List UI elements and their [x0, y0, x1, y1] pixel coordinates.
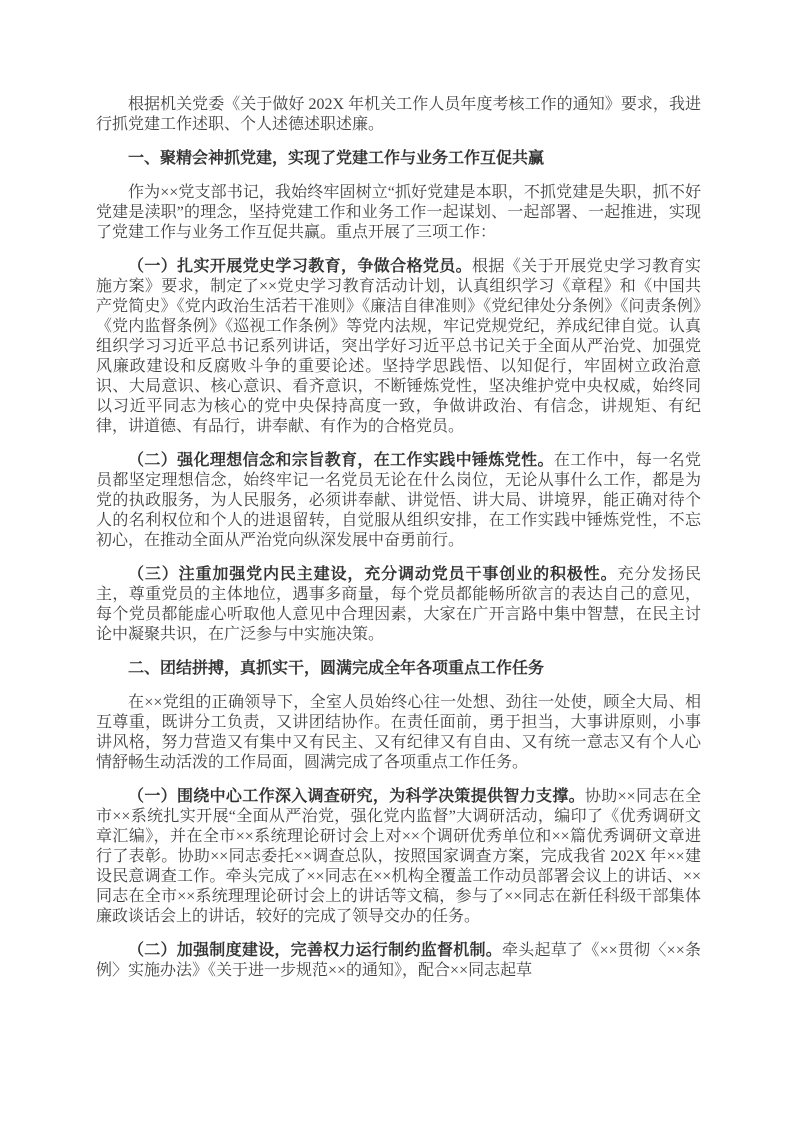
- section-2-paragraph-1: 在××党组的正确领导下，全室人员始终心往一处想、劲往一处使，顾全大局、相互尊重，既讲分工负责，又讲团结协作。在责任面前，勇于担当，大事讲原则，小事讲风格，努力营造又有集中又有民主、又有纪律又有自由、又有统一意志又有个人心情舒畅生动活泼的工作局面，圆满完成了各项重点工作任务。: [96, 694, 701, 771]
- section-2-paragraph-3-text: 牵头起草了《××贯彻〈××条例〉实施办法》《关于进一步规范××的通知》，配合××同志起草: [96, 942, 701, 979]
- section-1-paragraph-2: [96, 257, 701, 437]
- section-2-paragraph-2: [96, 787, 701, 927]
- section-1-paragraph-4-text: 充分发扬民主，尊重党员的主体地位，遇事多商量，每个党员都能畅所欲言的表达自己的意见，每个党员都能虚心听取他人意见中合理因素，大家在广开言路中集中智慧，在民主讨论中凝聚共识，在广泛参与中实施决策。: [96, 566, 701, 643]
- section-2-heading: 二、团结拼搏，真抓实干，圆满完成全年各项重点工作任务: [128, 660, 545, 677]
- section-2-paragraph-3: [96, 941, 701, 981]
- section-1-paragraph-3-lead: （二）强化理想信念和宗旨教育，在工作实践中锤炼党性。: [128, 452, 554, 469]
- section-1-paragraph-2-text: 根据《关于开展党史学习教育实施方案》要求，制定了××党史学习教育活动计划，认真组织学习《章程》和《中国共产党简史》《党内政治生活若干准则》《廉洁自律准则》《党纪律处分条例》《问责条例》《党内监督条例》《巡视工作条例》等党内法规，牢记党规党纪，养成纪律自觉。认真组织学习习近平总书记系列讲话，突出学好习近平总书记关于全面从严治党、加强党风廉政建设和反腐败斗争的重要论述。坚持学思践悟、以知促行，牢固树立政治意识、大局意识、核心意识、看齐意识，不断锤炼党性，坚决维护党中央权威，始终同以习近平同志为核心的党中央保持高度一致，争做讲政治、有信念，讲规矩、有纪律，讲道德、有品行，讲奉献、有作为的合格党员。: [96, 258, 701, 435]
- section-2-paragraph-3-lead: （二）加强制度建设，完善权力运行制约监督机制。: [128, 942, 503, 959]
- section-1-paragraph-4-lead: （三）注重加强党内民主建设，充分调动党员干事创业的积极性。: [128, 566, 618, 583]
- section-2-paragraph-2-text: 协助××同志在全市××系统扎实开展“全面从严治党，强化党内监督”大调研活动，编印了《优秀调研文章汇编》，并在全市××系统理论研讨会上对××个调研优秀单位和××篇优秀调研文章进行了表彰。协助××同志委托××调查总队，按照国家调查方案，完成我省 202X 年××建设民意调查工作。牵头完成了××同志在××机构全覆盖工作动员部署会议上的讲话、××同志在全市××系统理理论研讨会上的讲话等文稿，参与了××同志在新任科级干部集体廉政谈话会上的讲话，较好的完成了领导交办的任务。: [96, 788, 701, 925]
- section-1-paragraph-3-text: 在工作中，每一名党员都坚定理想信念，始终牢记一名党员无论在什么岗位，无论从事什么工作，都是为党的执政服务，为人民服务，必须讲奉献、讲觉悟、讲大局、讲境界，能正确对待个人的名利权位和个人的进退留转，自觉服从组织安排，在工作实践中锤炼党性，不忘初心，在推动全面从严治党向纵深发展中奋勇前行。: [96, 452, 701, 549]
- section-1-paragraph-3: [96, 451, 701, 551]
- intro-paragraph: 根据机关党委《关于做好 202X 年机关工作人员年度考核工作的通知》要求，我进行抓党建工作述职、个人述德述职述廉。: [96, 96, 701, 133]
- section-1-paragraph-2-lead: （一）扎实开展党史学习教育，争做合格党员。: [128, 258, 473, 275]
- section-2-paragraph-2-lead: （一）围绕中心工作深入调查研究，为科学决策提供智力支撑。: [128, 788, 585, 805]
- section-1-heading: 一、聚精会神抓党建，实现了党建工作与业务工作互促共赢: [128, 150, 545, 167]
- section-1-paragraph-4: [96, 565, 701, 645]
- section-1-paragraph-1: 作为××党支部书记，我始终牢固树立“抓好党建是本职，不抓党建是失职，抓不好党建是渎职”的理念，坚持党建工作和业务工作一起谋划、一起部署、一起推进，实现了党建工作与业务工作互促共赢。重点开展了三项工作：: [96, 184, 701, 241]
